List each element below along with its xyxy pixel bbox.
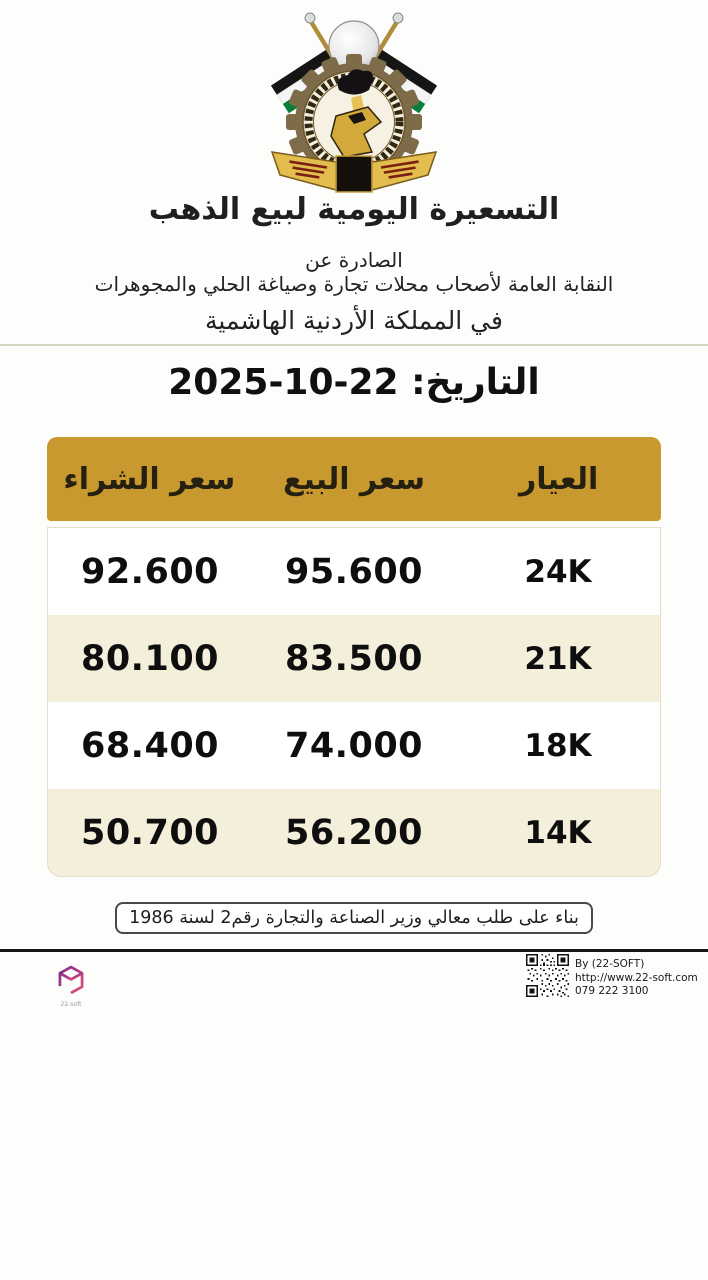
table-row-21k xyxy=(48,615,660,702)
table-row-24k xyxy=(48,528,660,615)
cube-icon xyxy=(56,964,86,996)
country-line: في المملكة الأردنية الهاشمية xyxy=(205,306,503,335)
karat-value: 24K xyxy=(524,553,592,590)
table-row-18k xyxy=(48,702,660,789)
credit-url: http://www.22-soft.com xyxy=(575,971,698,984)
ministerial-note: بناء على طلب معالي وزير الصناعة والتجارة رقم2 لسنة 1986 xyxy=(115,902,593,934)
gold-price-table xyxy=(47,437,661,877)
sell-price-value: 95.600 xyxy=(284,551,424,592)
issuer-line: النقابة العامة لأصحاب محلات تجارة وصياغة الحلي والمجوهرات xyxy=(94,272,614,296)
column-header-sell-price: سعر البيع xyxy=(282,461,426,497)
table-row-14k xyxy=(48,789,660,876)
table-body xyxy=(47,527,661,877)
table-header-row xyxy=(47,437,661,521)
column-header-buy-price: سعر الشراء xyxy=(63,461,236,497)
sell-price-value: 56.200 xyxy=(284,812,424,853)
buy-price-value: 80.100 xyxy=(80,638,220,679)
page-title: التسعيرة اليومية لبيع الذهب xyxy=(148,192,560,227)
syndicate-emblem xyxy=(244,4,464,196)
karat-value: 18K xyxy=(524,727,592,764)
vendor-logo-caption: 22-soft xyxy=(60,1001,82,1008)
date-line: التاريخ: 22-10-2025 xyxy=(168,362,540,403)
buy-price-value: 68.400 xyxy=(80,725,220,766)
credit-by: By (22-SOFT) xyxy=(575,958,645,970)
sell-price-value: 83.500 xyxy=(284,638,424,679)
buy-price-value: 92.600 xyxy=(80,551,220,592)
karat-value: 14K xyxy=(524,814,592,851)
qr-code xyxy=(526,954,569,997)
syndicate-emblem-graphic xyxy=(244,4,464,196)
credit-block xyxy=(526,954,698,999)
sell-price-value: 74.000 xyxy=(284,725,424,766)
buy-price-value: 50.700 xyxy=(80,812,220,853)
credit-phone: 079 222 3100 xyxy=(575,985,649,997)
karat-value: 21K xyxy=(524,640,592,677)
column-header-karat: العيار xyxy=(519,461,599,497)
issued-by-line: الصادرة عن xyxy=(305,248,403,272)
software-vendor-logo xyxy=(54,964,88,1008)
banner-ribbon xyxy=(272,152,436,192)
separator-line xyxy=(0,344,708,346)
footer-divider xyxy=(0,949,708,952)
